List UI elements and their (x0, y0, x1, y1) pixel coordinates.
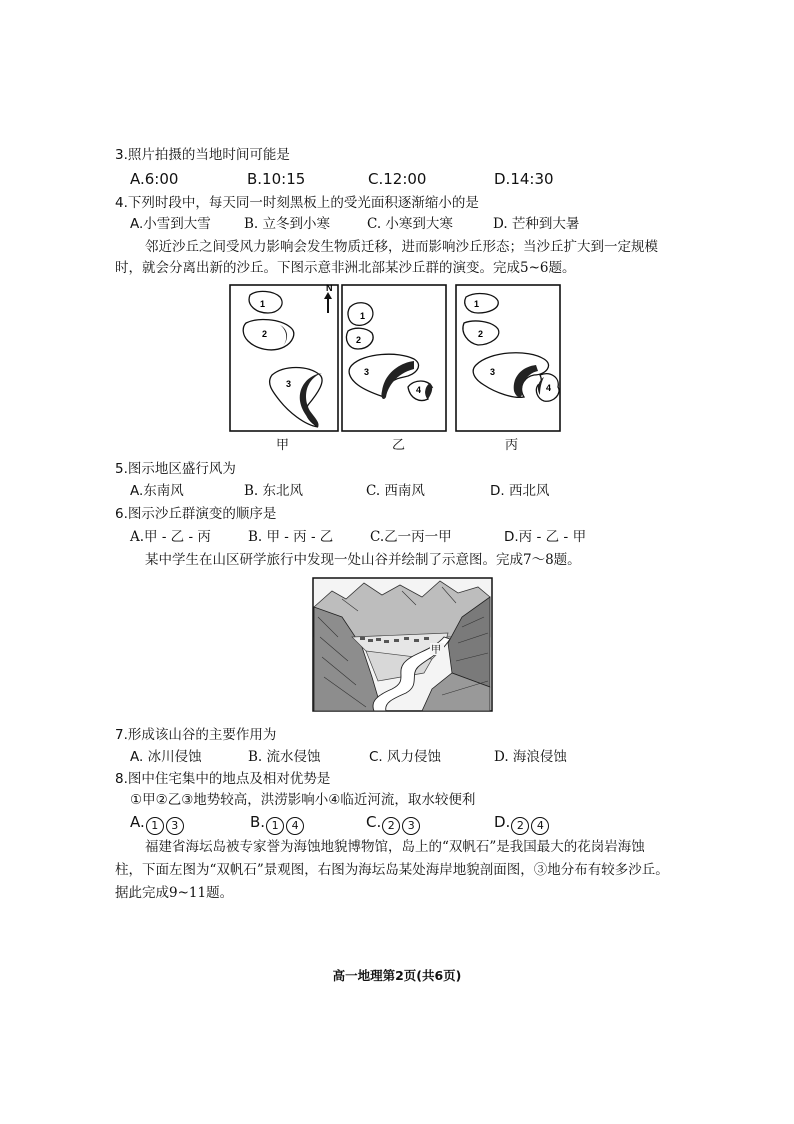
q6-option-b: B. 甲 - 丙 - 乙 (248, 529, 334, 545)
valley-sketch-figure (312, 577, 493, 712)
passage1-line2: 时，就会分离出新的沙丘。下图示意非洲北部某沙丘群的演变。完成5~6题。 (115, 260, 576, 276)
q4-option-a: A.小雪到大雪 (130, 216, 211, 232)
q4-option-d: D. 芒种到大暑 (493, 216, 580, 232)
dune-label: 1 (360, 311, 366, 321)
dune-evolution-figure (228, 283, 562, 453)
dune-label: 1 (474, 299, 480, 309)
q8-option-c: C. 2 3 (366, 813, 421, 835)
q4-stem: 4.下列时段中，每天同一时刻黑板上的受光面积逐渐缩小的是 (115, 195, 479, 211)
q6-stem: 6.图示沙丘群演变的顺序是 (115, 506, 277, 522)
passage3-line3: 据此完成9~11题。 (115, 885, 234, 901)
q8-option-a: A. 1 3 (130, 813, 185, 835)
q4-option-c: C. 小寒到大寒 (367, 216, 453, 232)
q3-option-d: D.14:30 (494, 170, 554, 188)
dune-label: 2 (262, 329, 268, 339)
q6-option-c: C.乙一丙一甲 (370, 529, 452, 545)
dune-label: 2 (478, 329, 484, 339)
dune-label: 1 (260, 299, 266, 309)
dune-label: 3 (490, 367, 496, 377)
q7-option-d: D. 海浪侵蚀 (494, 749, 567, 765)
q3-option-b: B.10:15 (247, 170, 306, 188)
dune-label: 4 (546, 383, 552, 393)
dune-panel-yi (342, 285, 446, 431)
q7-option-a: A. 冰川侵蚀 (130, 749, 202, 765)
q7-stem: 7.形成该山谷的主要作用为 (115, 727, 277, 743)
q7-option-c: C. 风力侵蚀 (369, 749, 442, 765)
q7-option-b: B. 流水侵蚀 (248, 749, 321, 765)
q6-option-d: D.丙 - 乙 - 甲 (504, 529, 587, 545)
q5-stem: 5.图示地区盛行风为 (115, 461, 236, 477)
q8-option-d: D. 2 4 (494, 813, 550, 835)
dune-label: 3 (364, 367, 370, 377)
dune-label: 2 (356, 335, 362, 345)
dune-1 (465, 294, 498, 313)
dune-label: 3 (286, 379, 292, 389)
q5-option-d: D. 西北风 (490, 483, 550, 499)
dune-label: 4 (416, 385, 422, 395)
north-arrow-label: N (326, 283, 333, 293)
q8-statements: ①甲②乙③地势较高，洪涝影响小④临近河流，取水较便利 (130, 792, 476, 808)
q6-option-a: A.甲 - 乙 - 丙 (130, 529, 211, 545)
passage3-line2: 柱，下面左图为“双帆石”景观图，右图为海坛岛某处海岸地貌剖面图，③地分布有较多沙丘。 (115, 862, 669, 878)
q5-option-c: C. 西南风 (366, 483, 425, 499)
panel-caption-yi: 乙 (392, 438, 406, 453)
passage3-line1: 福建省海坛岛被专家誉为海蚀地貌博物馆，岛上的“双帆石”是我国最大的花岗岩海蚀 (145, 839, 645, 855)
q3-option-a: A.6:00 (130, 170, 179, 188)
panel-caption-bing: 丙 (505, 438, 519, 453)
dune-1 (249, 291, 282, 313)
dune-panel-jia (230, 283, 338, 431)
page-footer: 高一地理第2页(共6页) (332, 968, 462, 983)
q5-option-b: B. 东北风 (244, 483, 304, 499)
q3-stem: 3.照片拍摄的当地时间可能是 (115, 147, 290, 163)
q8-option-b: B. 1 4 (250, 813, 305, 835)
passage2-line1: 某中学生在山区研学旅行中发现一处山谷并绘制了示意图。完成7～8题。 (145, 552, 581, 568)
q4-option-b: B. 立冬到小寒 (244, 216, 331, 232)
q8-stem: 8.图中住宅集中的地点及相对优势是 (115, 771, 331, 787)
q5-option-a: A.东南风 (130, 483, 184, 499)
dune-panel-bing (456, 285, 560, 431)
q3-option-c: C.12:00 (368, 170, 427, 188)
valley-marker-jia: 甲 (431, 645, 441, 656)
passage1-line1: 邻近沙丘之间受风力影响会发生物质迁移，进而影响沙丘形态；当沙丘扩大到一定规模 (145, 239, 658, 255)
panel-caption-jia: 甲 (276, 438, 290, 453)
